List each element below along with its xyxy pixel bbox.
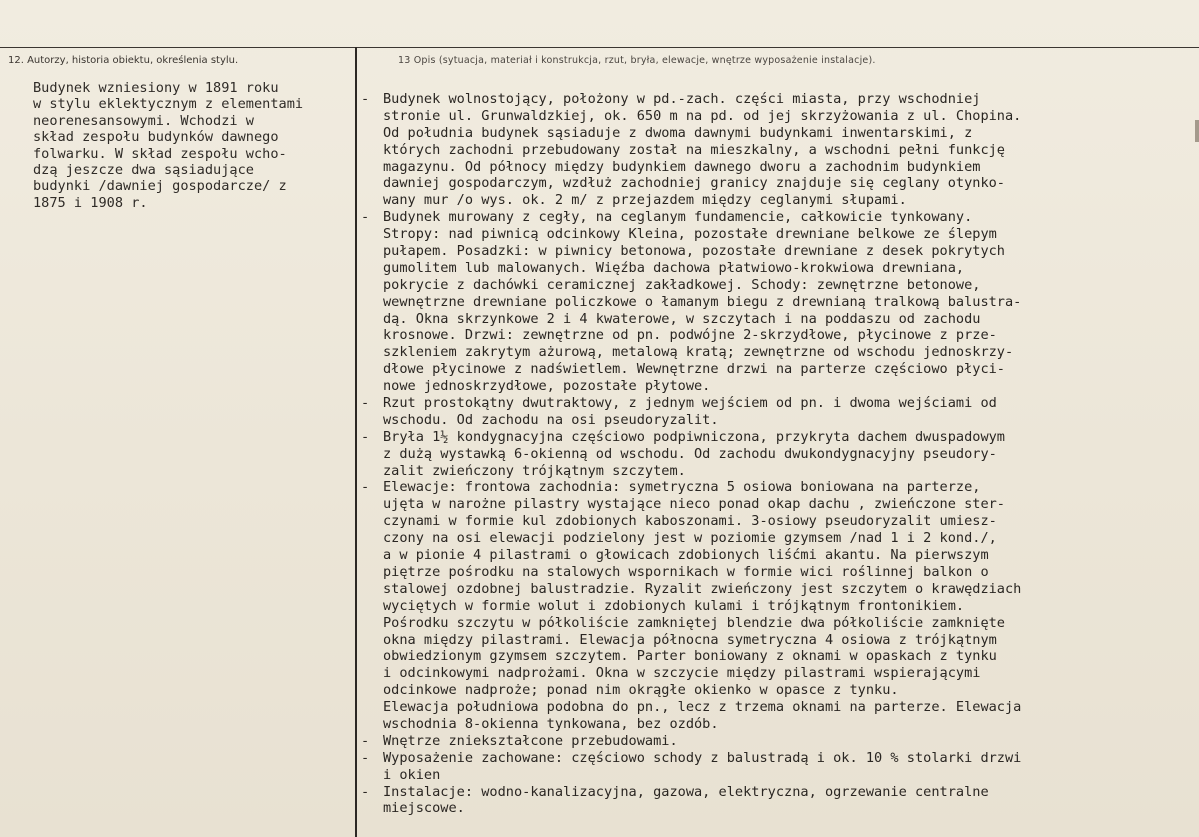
description-line-text: których zachodni przebudowany został na mieszkalny, a wschodni pełni funkcję xyxy=(383,141,1005,158)
bullet-dash: - xyxy=(361,428,370,445)
description-line-text: Wnętrze zniekształcone przebudowami. xyxy=(383,732,678,749)
bullet-dash: - xyxy=(361,732,370,749)
history-line: w stylu eklektycznym z elementami xyxy=(33,96,304,113)
history-line: budynki /dawniej gospodarcze/ z xyxy=(33,178,287,195)
description-line xyxy=(361,800,1196,817)
description-line xyxy=(361,784,1196,801)
description-line xyxy=(361,91,1196,108)
description-line-text: Elewacje: frontowa zachodnia: symetryczna 5 osiowa boniowana na parterze, xyxy=(383,479,981,496)
description-line xyxy=(361,530,1196,547)
description-line xyxy=(361,108,1196,125)
description-line-text: Stropy: nad piwnicą odcinkowy Kleina, pozostałe drewniane belkowe ze ślepym xyxy=(383,226,997,243)
description-line xyxy=(361,733,1196,750)
description-line xyxy=(361,243,1196,260)
description-line-text: stronie ul. Grunwaldzkiej, ok. 650 m na pd. od jej skrzyżowania z ul. Chopina. xyxy=(383,107,1022,124)
column-divider xyxy=(355,47,357,837)
description-line xyxy=(361,665,1196,682)
description-line xyxy=(361,513,1196,530)
description-line xyxy=(361,226,1196,243)
bullet-dash: - xyxy=(361,395,370,412)
description-line-text: piętrze pośrodku na stalowych wspornikach w formie wici roślinnej balkon o xyxy=(383,563,989,580)
description-line xyxy=(361,496,1196,513)
description-line-text: nowe jednoskrzydłowe, pozostałe płytowe. xyxy=(383,378,711,395)
description-line xyxy=(361,192,1196,209)
history-line: folwarku. W skład zespołu wcho- xyxy=(33,145,287,162)
description-line-text: dą. Okna skrzynkowe 2 i 4 kwaterowe, w szczytach i na poddaszu od zachodu xyxy=(383,310,981,327)
section-12-heading: 12. Autorzy, historia obiektu, określenia stylu. xyxy=(8,55,239,66)
description-line xyxy=(361,209,1196,226)
description-line xyxy=(361,682,1196,699)
description-line xyxy=(361,716,1196,733)
description-line xyxy=(361,750,1196,767)
description-line-text: wyciętych w formie wolut i zdobionych kulami i trójkątnym frontonikiem. xyxy=(383,597,965,614)
bullet-dash: - xyxy=(361,749,370,766)
description-line xyxy=(361,294,1196,311)
description-line xyxy=(361,395,1196,412)
description-line-text: okna między pilastrami. Elewacja północna symetryczna 4 osiowa z trójkątnym xyxy=(383,631,997,648)
description-line-text: Budynek wolnostojący, położony w pd.-zach. części miasta, przy wschodniej xyxy=(383,91,981,107)
description-line xyxy=(361,429,1196,446)
description-line xyxy=(361,479,1196,496)
description-line xyxy=(361,159,1196,176)
history-line: Budynek wzniesiony w 1891 roku xyxy=(33,80,279,96)
description-line-text: Od południa budynek sąsiaduje z dwoma dawnymi budynkami inwentarskimi, z xyxy=(383,124,973,141)
description-line xyxy=(361,327,1196,344)
description-line xyxy=(361,361,1196,378)
description-line-text: szkleniem zakrytym ażurową, metalową kratą; zewnętrzne od wschodu jednoskrzy- xyxy=(383,344,1014,361)
description-line xyxy=(361,142,1196,159)
description-line-text: miejscowe. xyxy=(383,800,465,817)
description-line xyxy=(361,767,1196,784)
description-line-text: pułapem. Posadzki: w piwnicy betonowa, pozostałe drewniane z desek pokrytych xyxy=(383,243,1005,260)
header-rule xyxy=(0,47,1199,48)
bullet-dash: - xyxy=(361,91,370,107)
description-line xyxy=(361,632,1196,649)
description-line xyxy=(361,581,1196,598)
history-line: dzą jeszcze dwa sąsiadujące xyxy=(33,161,254,178)
description-line xyxy=(361,547,1196,564)
bullet-dash: - xyxy=(361,479,370,496)
history-text xyxy=(33,80,355,211)
description-line xyxy=(361,344,1196,361)
description-line-text: odcinkowe nadproże; ponad nim okrągłe okienko w opasce z tynku. xyxy=(383,682,899,699)
description-line-text: wewnętrzne drewniane policzkowe o łamanym biegu z drewnianą tralkową balustra- xyxy=(383,293,1022,310)
description-line-text: Wyposażenie zachowane: częściowo schody z balustradą i ok. 10 % stolarki drzwi xyxy=(383,749,1022,766)
history-line: 1875 i 1908 r. xyxy=(33,194,148,211)
description-line xyxy=(361,125,1196,142)
description-line xyxy=(361,615,1196,632)
description-line-text: magazynu. Od północy między budynkiem dawnego dworu a zachodnim budynkiem xyxy=(383,158,981,175)
history-line: neorenesansowymi. Wchodzi w xyxy=(33,112,254,129)
description-line xyxy=(361,446,1196,463)
description-line-text: pokrycie z dachówki ceramicznej zakładkowej. Schody: zewnętrzne betonowe, xyxy=(383,276,981,293)
description-line-text: krosnowe. Drzwi: zewnętrzne od pn. podwójne 2-skrzydłowe, płycinowe z prze- xyxy=(383,327,997,344)
description-line-text: dłowe płycinowe z nadświetlem. Wewnętrzne drzwi na parterze częściowo płyci- xyxy=(383,361,1005,378)
description-line-text: wschodnia 8-okienna tynkowana, bez ozdób. xyxy=(383,715,719,732)
description-line xyxy=(361,412,1196,429)
description-line-text: a w pionie 4 pilastrami o głowicach zdobionych liśćmi akantu. Na pierwszym xyxy=(383,547,989,564)
description-line-text: Instalacje: wodno-kanalizacyjna, gazowa, elektryczna, ogrzewanie centralne xyxy=(383,783,989,800)
description-line-text: Elewacja południowa podobna do pn., lecz z trzema oknami na parterze. Elewacja xyxy=(383,699,1022,716)
description-line xyxy=(361,277,1196,294)
description-line-text: stalowej ozdobnej balustradzie. Ryzalit zwieńczony jest szczytem o krawędziach xyxy=(383,580,1022,597)
section-13-heading: 13 Opis (sytuacja, materiał i konstrukcja, rzut, bryła, elewacje, wnętrze wyposażenie instalacje). xyxy=(398,55,876,66)
description-line-text: zalit zwieńczony trójkątnym szczytem. xyxy=(383,462,686,479)
description-line-text: z dużą wystawką 6-okienną od wschodu. Od zachodu dwukondygnacyjny pseudory- xyxy=(383,445,997,462)
description-line-text: Rzut prostokątny dwutraktowy, z jednym wejściem od pn. i dwoma wejściami od xyxy=(383,395,997,412)
description-line xyxy=(361,175,1196,192)
description-line xyxy=(361,648,1196,665)
description-line xyxy=(361,311,1196,328)
bullet-dash: - xyxy=(361,209,370,226)
description-line-text: Pośrodku szczytu w półkoliście zamkniętej blendzie dwa półkoliście zamknięte xyxy=(383,614,1005,631)
description-line-text: ujęta w narożne pilastry wystające nieco ponad okap dachu , zwieńczone ster- xyxy=(383,496,1005,513)
description-line-text: wany mur /o wys. ok. 2 m/ z przejazdem między ceglanymi słupami. xyxy=(383,192,907,209)
description-line-text: czony na osi elewacji podzielony jest w poziomie gzymsem /nad 1 i 2 kond./, xyxy=(383,530,997,547)
description-line-text: i odcinkowymi nadprożami. Okna w szczycie między pilastrami wspierającymi xyxy=(383,665,981,682)
description-line-text: wschodu. Od zachodu na osi pseudoryzalit. xyxy=(383,411,719,428)
description-line-text: i okien xyxy=(383,766,441,783)
description-line-text: dawniej gospodarczym, wzdłuż zachodniej granicy znajduje się ceglany otynko- xyxy=(383,175,1005,192)
description-line xyxy=(361,378,1196,395)
description-line xyxy=(361,564,1196,581)
history-line: skład zespołu budynków dawnego xyxy=(33,129,279,146)
description-line-text: obwiedzionym gzymsem szczytem. Parter boniowany z oknami w opaskach z tynku xyxy=(383,648,997,665)
description-line xyxy=(361,699,1196,716)
description-line xyxy=(361,463,1196,480)
description-line-text: czynami w formie kul zdobionych kaboszonami. 3-osiowy pseudoryzalit umiesz- xyxy=(383,513,997,530)
description-line-text: Bryła 1½ kondygnacyjna częściowo podpiwniczona, przykryta dachem dwuspadowym xyxy=(383,428,1005,445)
description-line xyxy=(361,260,1196,277)
description-line xyxy=(361,598,1196,615)
description-line-text: Budynek murowany z cegły, na ceglanym fundamencie, całkowicie tynkowany. xyxy=(383,209,973,226)
bullet-dash: - xyxy=(361,783,370,800)
description-line-text: gumolitem lub malowanych. Więźba dachowa płatwiowo-krokwiowa drewniana, xyxy=(383,259,965,276)
description-text xyxy=(361,91,1196,817)
